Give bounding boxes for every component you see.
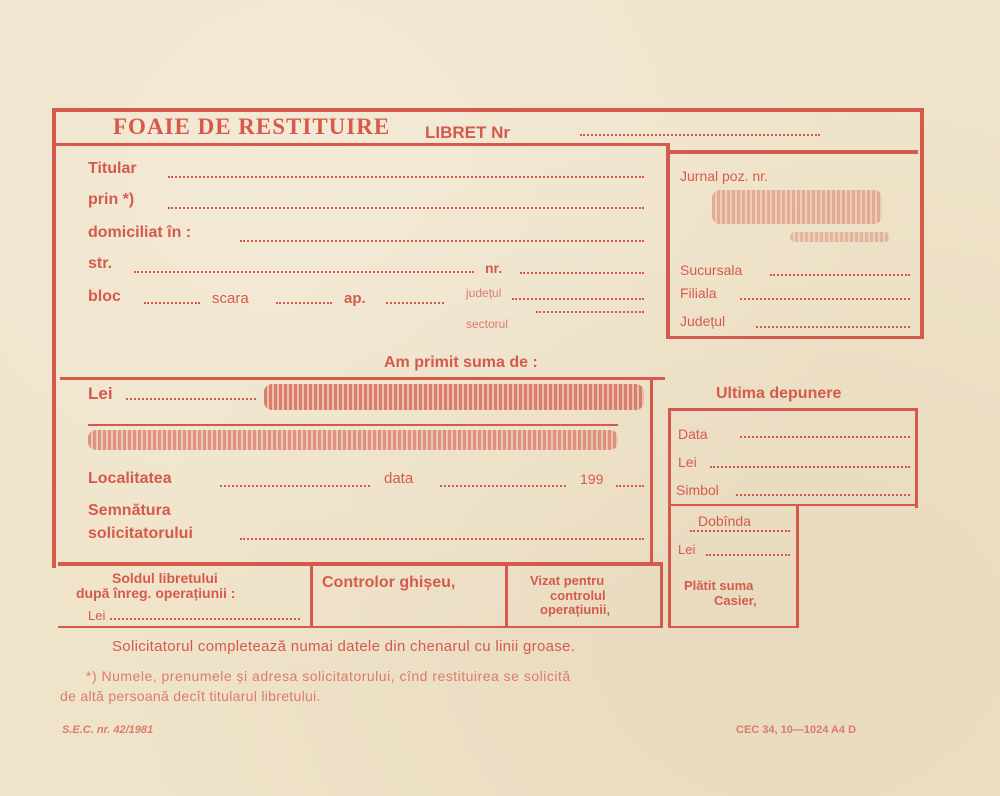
localitatea-label: Localitatea (88, 470, 172, 487)
localitatea-line[interactable] (220, 485, 370, 487)
form-title: FOAIE DE RESTITUIRE (113, 114, 391, 139)
ultima-frame-bottom (668, 626, 798, 628)
viza-label-1: Vizat pentru (530, 573, 605, 588)
judet-panel-label: Județul (680, 313, 726, 329)
bottom-row-top (58, 562, 663, 566)
amount-frame-top (60, 377, 665, 380)
plata-label-2: Casier, (714, 593, 757, 608)
bottom-row-right (660, 562, 663, 628)
domiciliat-label: domiciliat în : (88, 224, 192, 241)
titular-label: Titular (88, 160, 137, 177)
amount-words-line-1 (88, 424, 618, 426)
scara-line[interactable] (276, 302, 332, 304)
dobinda-lei-line[interactable] (706, 554, 790, 556)
ultima-simbol-label: Simbol (676, 482, 719, 498)
plata-label-1: Plătit suma (684, 578, 754, 593)
amount-heading: Am primit suma de : (384, 354, 538, 371)
sold-label-2: după înreg. operațiunii : (76, 585, 236, 601)
frame-main-mid (52, 143, 667, 146)
ultima-lei-line[interactable] (710, 466, 910, 468)
frame-right-top (920, 108, 924, 338)
stamp-bottom-smudge (790, 232, 890, 242)
dobinda-line[interactable] (690, 530, 790, 532)
dobinda-label: Dobînda (698, 513, 751, 529)
lei-label: Lei (88, 384, 113, 403)
amount-words-smudge (88, 430, 618, 450)
sectorul-label: sectorul (466, 317, 509, 331)
semnatura-line[interactable] (240, 538, 644, 540)
year-line[interactable] (616, 485, 644, 487)
prin-label: prin *) (88, 191, 135, 208)
semnatura-label-1: Semnătura (88, 502, 171, 519)
footer-right-code: CEC 34, 10—1024 A4 D (736, 724, 857, 736)
sold-label-1: Soldul libretului (112, 570, 218, 586)
bank-stamp-smudge (712, 190, 882, 224)
controlor-label: Controlor ghișeu, (322, 574, 456, 591)
footer-left-code: S.E.C. nr. 42/1981 (62, 724, 154, 736)
sucursala-line[interactable] (770, 274, 910, 276)
bottom-row-bottom (58, 626, 663, 628)
prin-line[interactable] (168, 207, 644, 209)
jurnal-label: Jurnal poz. nr. (680, 168, 768, 184)
sold-box-divider (310, 564, 313, 626)
ultima-data-label: Data (678, 426, 708, 442)
footnote-line-1: *) Numele, prenumele și adresa solicitatorului, cînd restituirea se solicită (86, 668, 571, 684)
frame-top (52, 108, 922, 112)
ultima-lei-label: Lei (678, 454, 697, 470)
semnatura-label-2: solicitatorului (88, 525, 193, 542)
frame-right-divider (666, 143, 670, 338)
ap-label: ap. (344, 290, 366, 307)
filiala-label: Filiala (680, 285, 717, 301)
judetul-label: județul (466, 286, 502, 300)
data-label: data (384, 470, 414, 487)
lei-amount-smudge (264, 384, 644, 410)
libret-number-line[interactable] (580, 134, 820, 136)
ap-line[interactable] (386, 302, 444, 304)
libret-label: LIBRET Nr (425, 123, 510, 142)
ultima-frame-right (915, 408, 918, 508)
domiciliat-line[interactable] (240, 240, 644, 242)
sold-lei-label: Lei (88, 608, 106, 623)
filiala-line[interactable] (740, 298, 910, 300)
footnote-line-2: de altă persoană decît titularul libretului. (60, 688, 321, 704)
viza-label-3: operațiunii, (540, 602, 611, 617)
ultima-frame-left (668, 408, 671, 628)
dobinda-divider (796, 504, 799, 628)
data-line[interactable] (440, 485, 566, 487)
nr-label: nr. (485, 260, 503, 276)
frame-right-bottom (666, 336, 924, 339)
controlor-box-divider (505, 564, 508, 626)
nr-line[interactable] (520, 272, 644, 274)
ultima-frame-top (668, 408, 918, 411)
frame-right-outer (668, 150, 918, 154)
ultima-data-line[interactable] (740, 436, 910, 438)
scara-label: scara (212, 290, 249, 307)
str-label: str. (88, 255, 113, 272)
ultima-simbol-line[interactable] (736, 494, 910, 496)
lei-amount-line[interactable] (126, 398, 256, 400)
main-note: Solicitatorul completează numai datele din chenarul cu linii groase. (112, 638, 576, 655)
sucursala-label: Sucursala (680, 262, 743, 278)
titular-line[interactable] (168, 176, 644, 178)
judetul-line[interactable] (512, 298, 644, 300)
ultima-frame-mid (668, 504, 918, 506)
bloc-label: bloc (88, 288, 121, 305)
amount-frame-right (650, 377, 653, 563)
dobinda-lei-label: Lei (678, 542, 696, 557)
ultima-heading: Ultima depunere (716, 385, 842, 402)
str-line[interactable] (134, 271, 474, 273)
frame-left (52, 108, 56, 568)
bloc-line[interactable] (144, 302, 200, 304)
year-label: 199 (580, 471, 604, 487)
viza-label-2: controlul (550, 588, 606, 603)
sold-lei-line[interactable] (110, 618, 300, 620)
sectorul-line[interactable] (536, 311, 644, 313)
judet-panel-line[interactable] (756, 326, 910, 328)
